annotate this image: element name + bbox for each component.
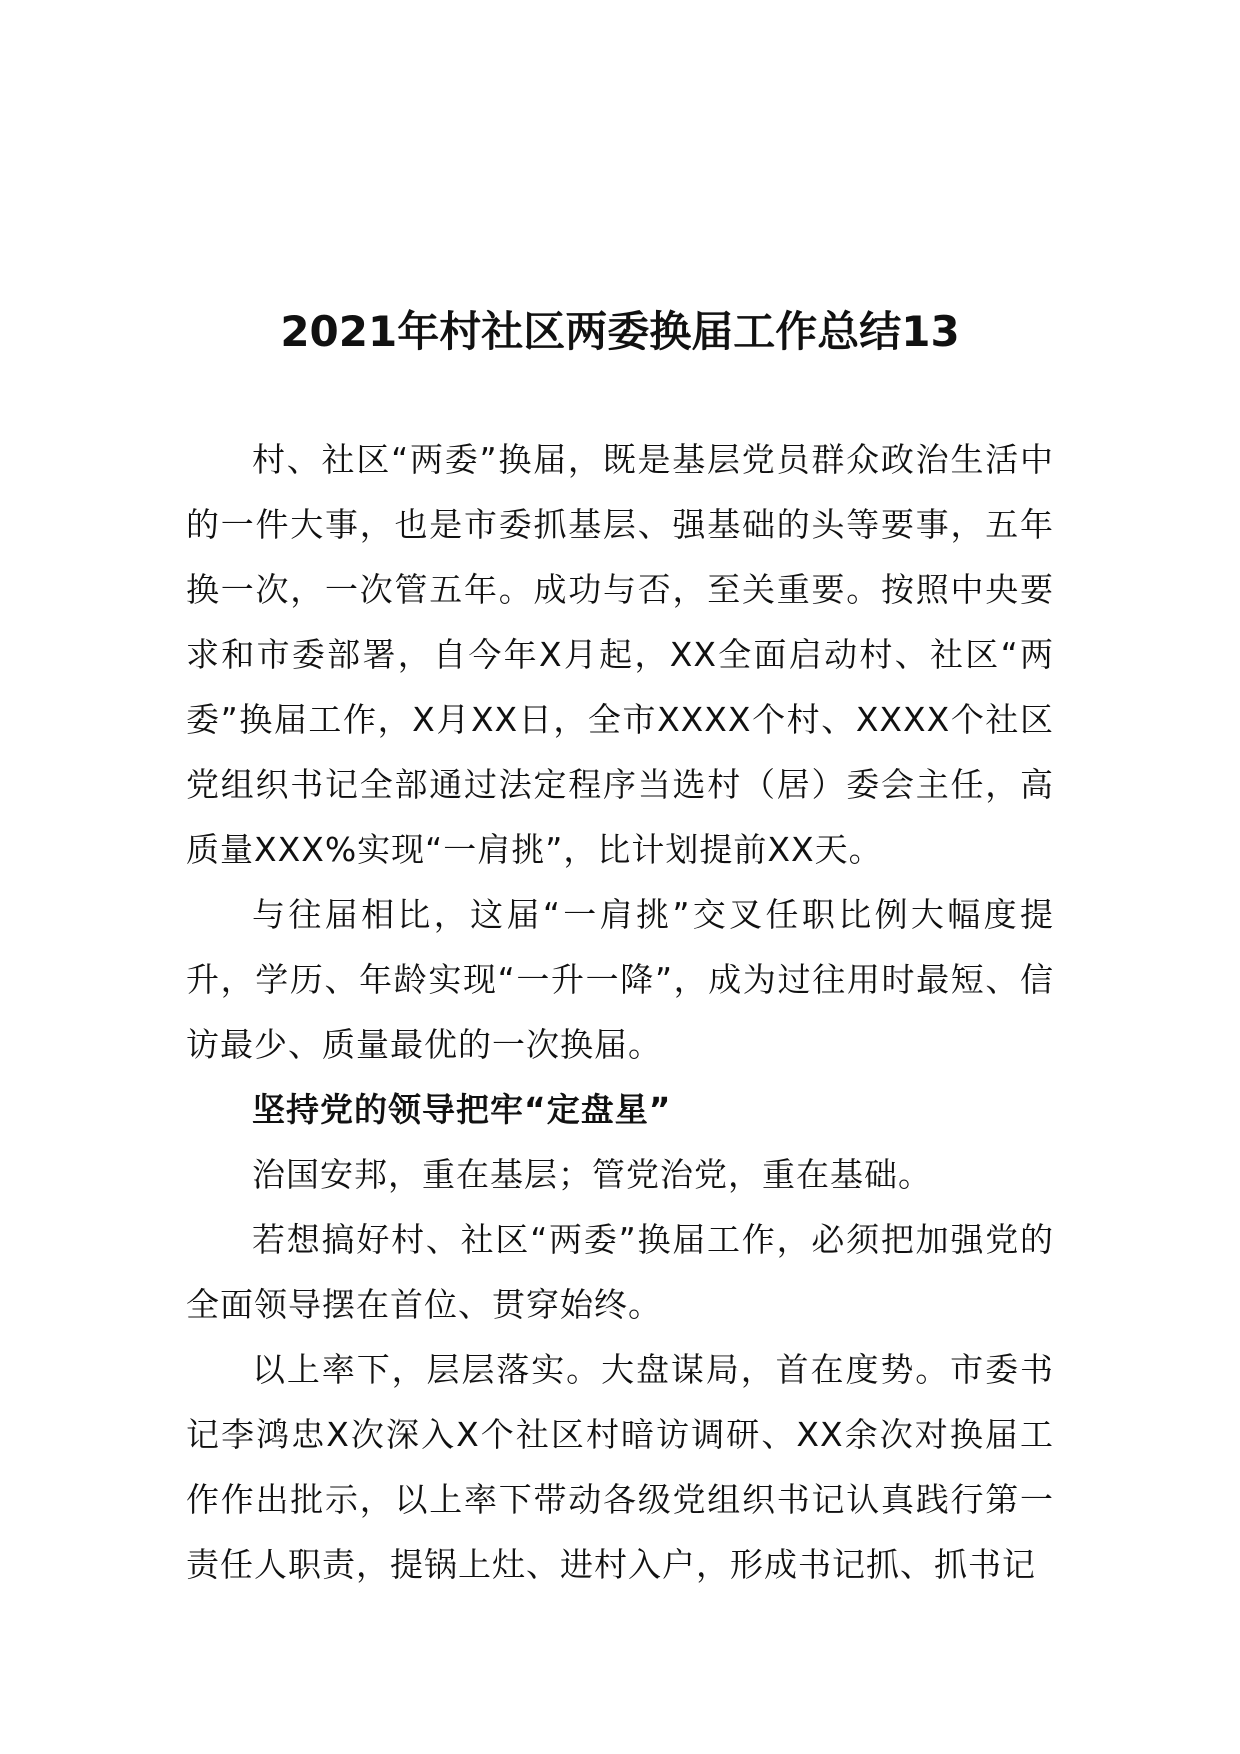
document-title: 2021年村社区两委换届工作总结13	[280, 307, 960, 356]
paragraph-governance: 治国安邦，重在基层；管党治党，重在基础。	[252, 1155, 932, 1194]
paragraph-intro: 村、社区“两委”换届，既是基层党员群众政治生活中的一件大事，也是市委抓基层、强基础的头等要事，五年换一次，一次管五年。成功与否，至关重要。按照中央要求和市委部署，自今年X月起，XX全面启动村、社区“两委”换届工作，X月XX日，全市XXXX个村、XXXX个社区党组织书记全部通过法定程序当选村（居）委会主任，高质量XXX%实现“一肩挑”，比计划提前XX天。	[186, 440, 1054, 869]
paragraph-leadership: 若想搞好村、社区“两委”换届工作，必须把加强党的全面领导摆在首位、贯穿始终。	[186, 1220, 1054, 1324]
paragraph-comparison: 与往届相比，这届“一肩挑”交叉任职比例大幅度提升，学历、年龄实现“一升一降”，成为过往用时最短、信访最少、质量最优的一次换届。	[186, 895, 1054, 1064]
section-heading: 坚持党的领导把牢“定盘星”	[252, 1090, 672, 1129]
document-body	[186, 427, 1054, 1597]
paragraph-implementation: 以上率下，层层落实。大盘谋局，首在度势。市委书记李鸿忠X次深入X个社区村暗访调研、XX余次对换届工作作出批示，以上率下带动各级党组织书记认真践行第一责任人职责，提锅上灶、进村入户，形成书记抓、抓书记	[186, 1350, 1054, 1584]
